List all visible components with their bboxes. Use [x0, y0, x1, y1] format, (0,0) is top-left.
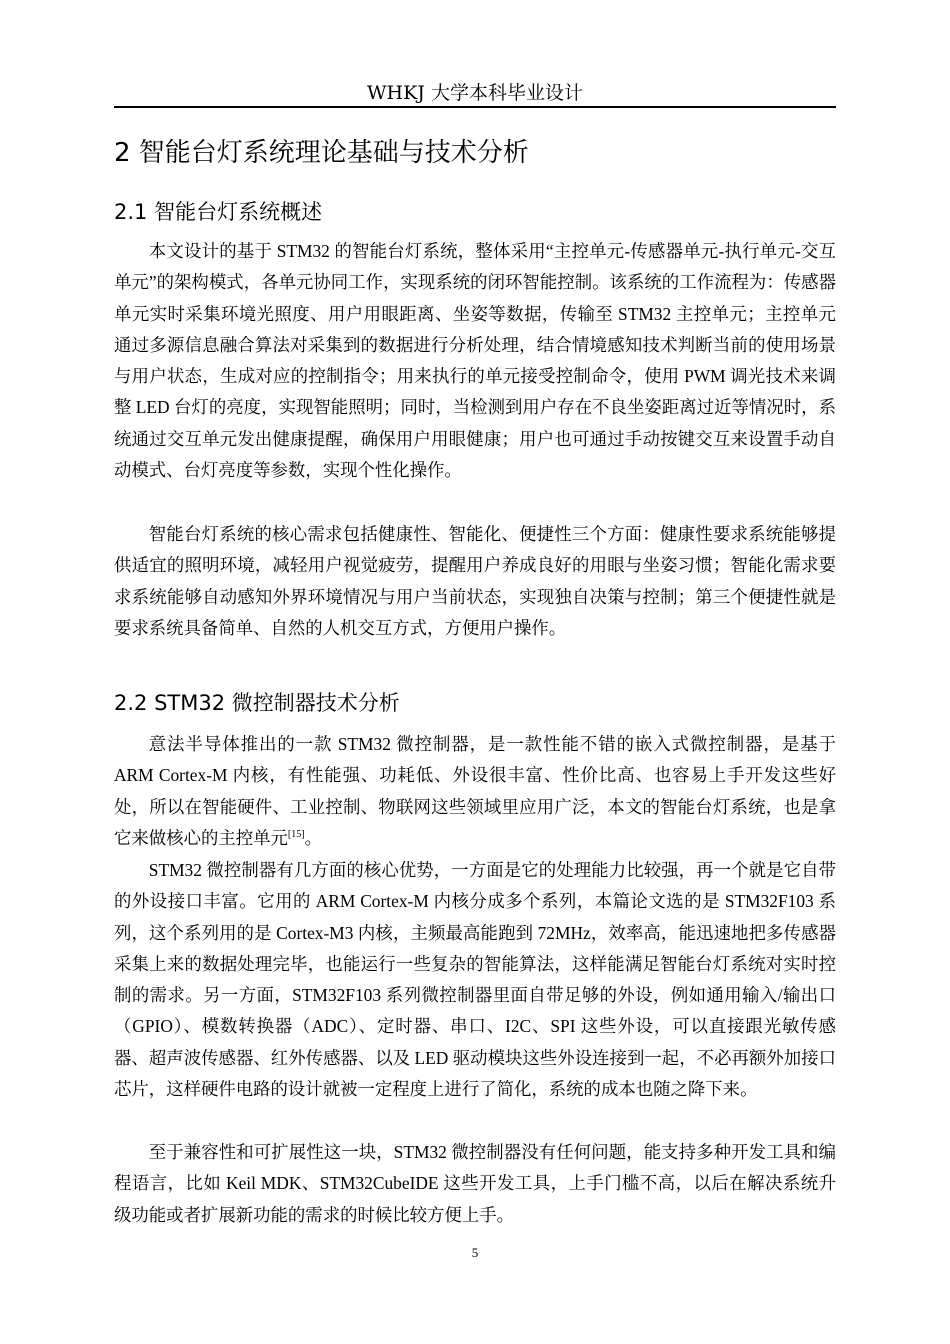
header-rule [114, 106, 836, 108]
section-title-2-2: 2.2 STM32 微控制器技术分析 [114, 691, 400, 715]
paragraph-tail: 。 [304, 827, 322, 848]
paragraph: 智能台灯系统的核心需求包括健康性、智能化、便捷性三个方面：健康性要求系统能够提供适宜的照明环境，减轻用户视觉疲劳，提醒用户养成良好的用眼与坐姿习惯；智能化需求要求系统能够自动感知外界环境情况与用户当前状态，实现独自决策与控制；第三个便捷性就是要求系统具备简单、自然的人机交互方式，方便用户操作。 [114, 524, 836, 638]
paragraph-text: 意法半导体推出的一款 STM32 微控制器，是一款性能不错的嵌入式微控制器，是基于 ARM Cortex-M 内核，有性能强、功耗低、外设很丰富、性价比高、也容易上手开发这些好处，所以在智能硬件、工业控制、物联网这些领域里应用广泛，本文的智能台灯系统，也是拿它来做核心的主控单元 [114, 734, 836, 848]
chapter-title: 2 智能台灯系统理论基础与技术分析 [114, 138, 529, 168]
paragraph: 至于兼容性和可扩展性这一块，STM32 微控制器没有任何问题，能支持多种开发工具和编程语言，比如 Keil MDK、STM32CubeIDE 这些开发工具，上手门槛不高，以后在解决系统升级功能或者扩展新功能的需求的时候比较方便上手。 [114, 1142, 836, 1225]
page-number: 5 [471, 1245, 479, 1260]
section-title-2-1: 2.1 智能台灯系统概述 [114, 200, 323, 224]
paragraph: STM32 微控制器有几方面的核心优势，一方面是它的处理能力比较强，再一个就是它自带的外设接口丰富。它用的 ARM Cortex-M 内核分成多个系列，本篇论文选的是 STM32F103 系列，这个系列用的是 Cortex-M3 内核，主频最高能跑到 72MHz，效率高，能迅速地把多传感器采集上来的数据处理完毕，也能运行一些复杂的智能算法，这样能满足智能台灯系统对实时控制的需求。另一方面，STM32F103 系列微控制器里面自带足够的外设，例如通用输入/输出口（GPIO）、模数转换器（ADC）、定时器、串口、I2C、SPI 这些外设，可以直接跟光敏传感器、超声波传感器、红外传感器、以及 LED 驱动模块这些外设连接到一起，不必再额外加接口芯片，这样硬件电路的设计就被一定程度上进行了简化，系统的成本也随之降下来。 [114, 860, 836, 1100]
citation-ref: [15] [287, 829, 305, 841]
paragraph: 本文设计的基于 STM32 的智能台灯系统，整体采用“主控单元-传感器单元-执行单元-交互单元”的架构模式，各单元协同工作，实现系统的闭环智能控制。该系统的工作流程为：传感器单元实时采集环境光照度、用户用眼距离、坐姿等数据，传输至 STM32 主控单元；主控单元通过多源信息融合算法对采集到的数据进行分析处理，结合情境感知技术判断当前的使用场景与用户状态，生成对应的控制指令；用来执行的单元接受控制命令，使用 PWM 调光技术来调整 LED 台灯的亮度，实现智能照明；同时，当检测到用户存在不良坐姿距离过近等情况时，系统通过交互单元发出健康提醒，确保用户用眼健康；用户也可通过手动按键交互来设置手动自动模式、台灯亮度等参数，实现个性化操作。 [114, 241, 836, 481]
running-header: WHKJ 大学本科毕业设计 [367, 82, 583, 104]
paragraph [114, 729, 836, 854]
